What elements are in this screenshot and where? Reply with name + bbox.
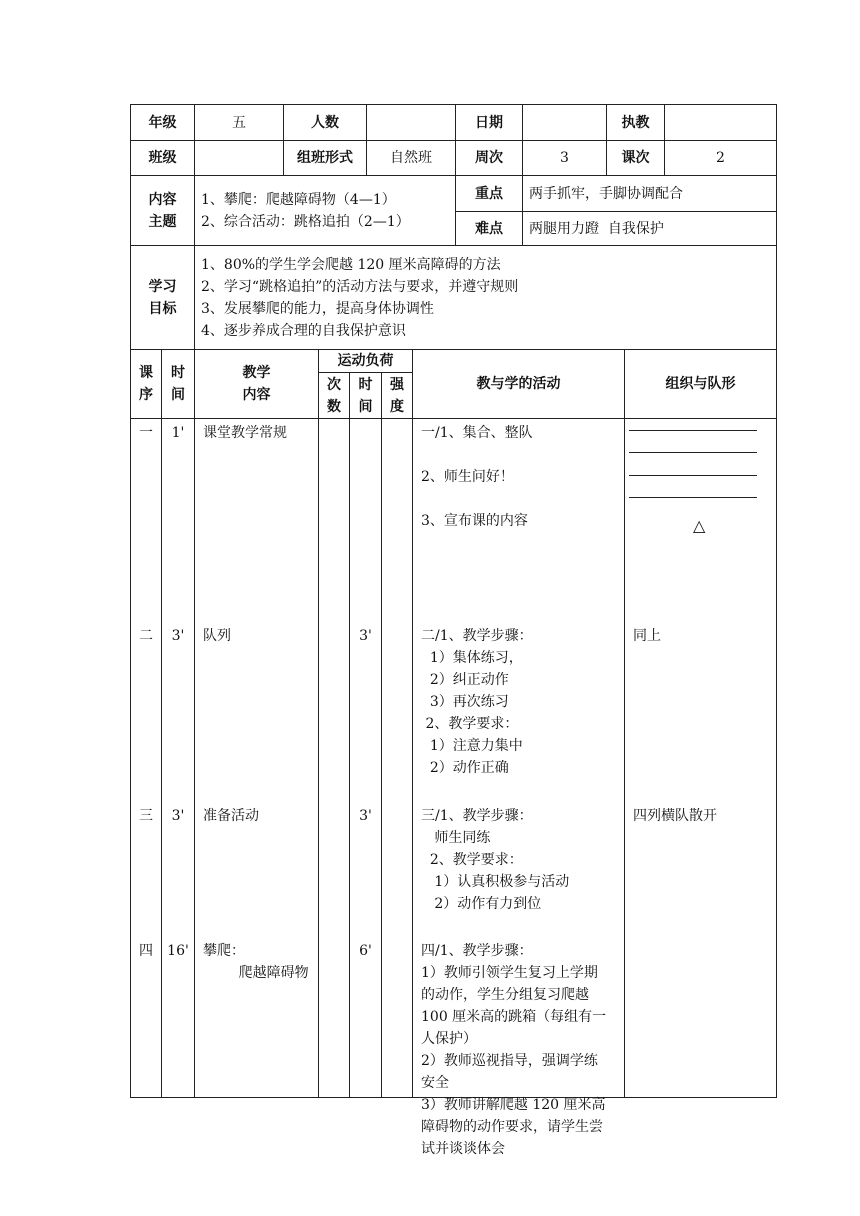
col-duration: 时 间 xyxy=(350,373,382,419)
objective-item: 1、80%的学生学会爬越 120 厘米高障碍的方法 xyxy=(201,256,501,273)
section-order: 二 xyxy=(139,628,153,644)
section-duration: 3' xyxy=(359,628,372,644)
group-form-label: 组班形式 xyxy=(284,141,367,176)
col-content: 教学 内容 xyxy=(195,350,319,419)
formation-line xyxy=(629,475,757,476)
section-activities: 二/1、教学步骤： 1）集体练习， 2）纠正动作 3）再次练习 2、教学要求： 1）注意力集中 2）动作正确 xyxy=(421,628,533,776)
date-value xyxy=(523,105,607,141)
section-time: 16' xyxy=(167,943,189,959)
date-label: 日期 xyxy=(456,105,523,141)
section-activities: 三/1、教学步骤： 师生同练 2、教学要求： 1）认真积极参与活动 2）动作有力到位 xyxy=(421,808,570,912)
intensity-cell xyxy=(382,419,413,1098)
section-content: 爬越障碍物 xyxy=(203,965,309,981)
teacher-triangle-icon: △ xyxy=(693,516,706,535)
col-intensity: 强 度 xyxy=(382,373,413,419)
lesson-info-table xyxy=(130,104,777,350)
col-order: 课 序 xyxy=(131,350,162,419)
count-value xyxy=(367,105,456,141)
class-value xyxy=(195,141,284,176)
time-cell xyxy=(162,419,195,1098)
week-value: 3 xyxy=(523,141,607,176)
procedure-table xyxy=(130,349,777,1157)
lesson-value: 2 xyxy=(665,141,777,176)
content-item: 1、攀爬：爬越障碍物（4—1） xyxy=(201,191,396,208)
col-time: 时 间 xyxy=(162,350,195,419)
content-cell xyxy=(195,419,319,1098)
section-content: 课堂教学常规 xyxy=(203,425,287,441)
content-theme-label: 内容 主题 xyxy=(131,176,195,246)
key-point-value: 两手抓牢，手脚协调配合 xyxy=(523,176,777,212)
section-organization: 同上 xyxy=(633,628,661,644)
section-content: 队列 xyxy=(203,628,231,644)
section-activities: 一/1、集合、整队 2、师生问好！ 3、宣布课的内容 xyxy=(421,425,533,529)
objectives-list xyxy=(195,246,777,350)
key-point-label: 重点 xyxy=(456,176,523,212)
class-label: 班级 xyxy=(131,141,195,176)
section-duration: 3' xyxy=(359,808,372,824)
section-content: 准备活动 xyxy=(203,808,259,824)
section-order: 三 xyxy=(139,808,153,824)
col-exercise-load: 运动负荷 xyxy=(319,350,413,373)
col-activities: 教与学的活动 xyxy=(413,350,625,419)
content-theme-items xyxy=(195,176,456,246)
section-duration: 6' xyxy=(359,943,372,959)
teacher-label: 执教 xyxy=(607,105,665,141)
objective-item: 2、学习“跳格追拍”的活动方法与要求，并遵守规则 xyxy=(201,278,519,295)
section-order: 一 xyxy=(139,425,153,441)
formation-line xyxy=(629,452,757,453)
objectives-label: 学习 目标 xyxy=(131,246,195,350)
formation-line xyxy=(629,430,757,431)
section-content: 攀爬： xyxy=(203,943,245,959)
objective-item: 4、逐步养成合理的自我保护意识 xyxy=(201,322,406,339)
count-label: 人数 xyxy=(284,105,367,141)
order-cell xyxy=(131,419,162,1098)
reps-cell xyxy=(319,419,350,1098)
section-order: 四 xyxy=(139,943,153,959)
activities-cell xyxy=(413,419,625,1157)
organization-cell xyxy=(625,419,777,1098)
section-time: 3' xyxy=(171,808,185,824)
lesson-label: 课次 xyxy=(607,141,665,176)
group-form-value: 自然班 xyxy=(367,141,456,176)
week-label: 周次 xyxy=(456,141,523,176)
section-organization: 四列横队散开 xyxy=(633,808,717,824)
grade-value: 五 xyxy=(195,105,284,141)
objective-item: 3、发展攀爬的能力，提高身体协调性 xyxy=(201,300,434,317)
teacher-value xyxy=(665,105,777,141)
formation-line xyxy=(629,497,757,498)
col-reps: 次 数 xyxy=(319,373,350,419)
content-item: 2、综合活动：跳格追拍（2—1） xyxy=(201,213,410,230)
difficulty-value: 两腿用力蹬 自我保护 xyxy=(523,212,777,246)
section-activities: 四/1、教学步骤： 1）教师引领学生复习上学期 的动作，学生分组复习爬越 100 厘米高的跳箱（每组有一 人保护） 2）教师巡视指导，强调学练 安全 3）教师讲解爬越 120 厘米高 障碍物的动作要求，请学生尝 试并谈谈体会 xyxy=(421,943,607,1157)
col-organization: 组织与队形 xyxy=(625,350,777,419)
section-time: 1' xyxy=(171,425,185,441)
section-time: 3' xyxy=(171,628,185,644)
grade-label: 年级 xyxy=(131,105,195,141)
difficulty-label: 难点 xyxy=(456,212,523,246)
duration-cell xyxy=(350,419,382,1098)
